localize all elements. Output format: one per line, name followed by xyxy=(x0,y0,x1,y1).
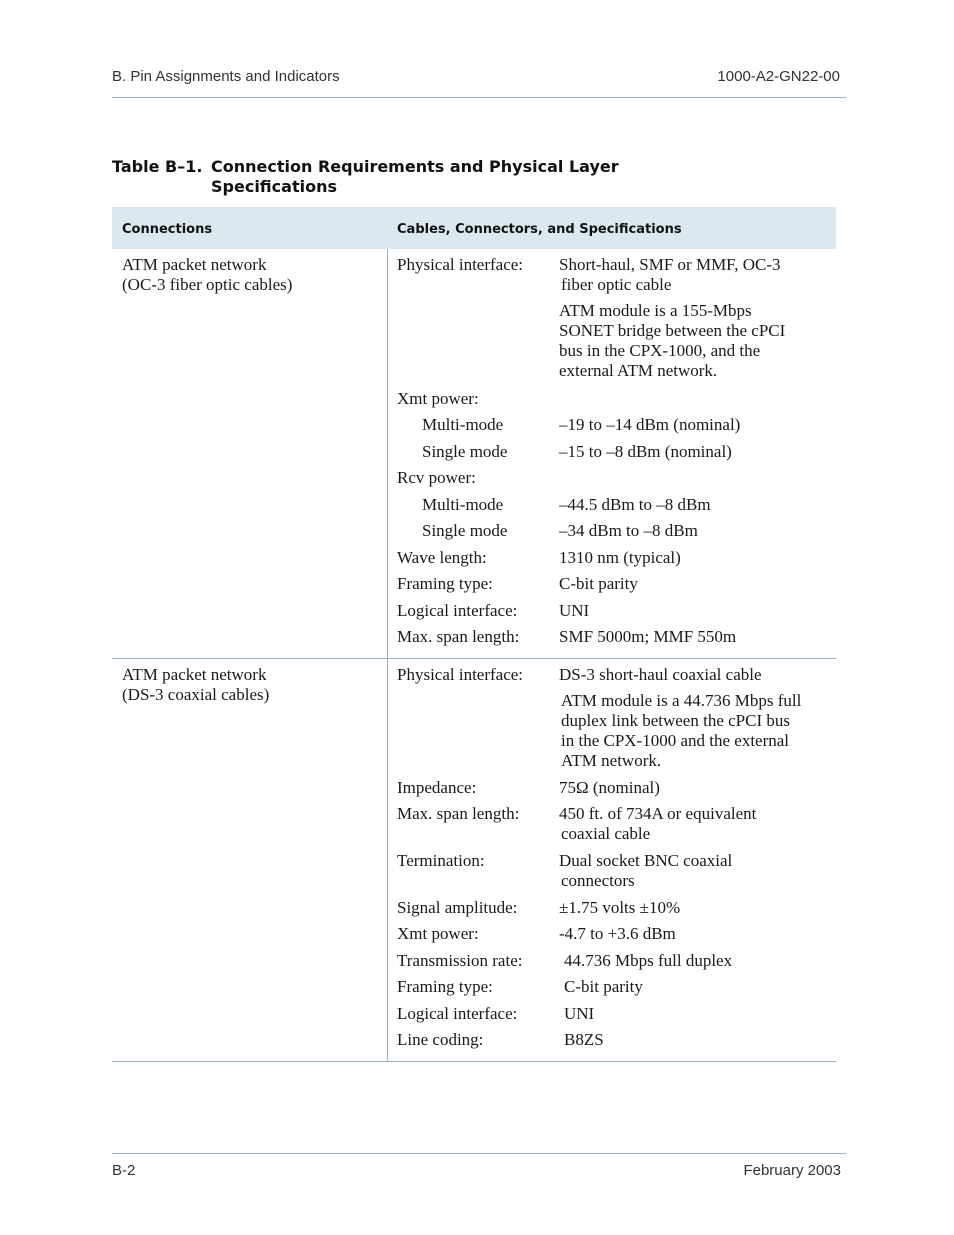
spec-value: –34 dBm to –8 dBm xyxy=(559,521,698,540)
spec-label: Max. span length: xyxy=(397,627,520,646)
spec-sublabel: Multi-mode xyxy=(422,415,504,434)
spec-label: Framing type: xyxy=(397,574,493,593)
spec-sublabel: Multi-mode xyxy=(422,495,504,514)
spec-label: Physical interface: xyxy=(397,665,524,684)
running-header xyxy=(112,67,846,98)
spec-sublabel: Single mode xyxy=(422,442,508,461)
running-footer xyxy=(112,1153,846,1179)
spec-value: –15 to –8 dBm (nominal) xyxy=(559,442,732,461)
spec-label: Xmt power: xyxy=(397,924,479,943)
spec-label: Line coding: xyxy=(397,1030,484,1049)
table-number: Table B–1. xyxy=(112,157,203,176)
table-row xyxy=(112,659,836,1062)
spec-value: UNI xyxy=(559,601,590,620)
spec-note: ATM module is a 155-Mbps xyxy=(559,301,752,320)
spec-value: 44.736 Mbps full duplex xyxy=(564,951,733,970)
header-doc-number: 1000-A2-GN22-00 xyxy=(717,68,840,85)
spec-table xyxy=(112,207,836,1062)
connection-cell xyxy=(122,665,362,705)
spec-label: Impedance: xyxy=(397,778,477,797)
spec-label: Logical interface: xyxy=(397,1004,518,1023)
spec-label: Physical interface: xyxy=(397,255,524,274)
table-title: Connection Requirements and Physical Layer Specifications xyxy=(211,157,619,196)
spec-note: SONET bridge between the cPCI xyxy=(559,321,786,340)
spec-sublabel: Single mode xyxy=(422,521,508,540)
spec-value: connectors xyxy=(561,871,635,890)
spec-note: external ATM network. xyxy=(559,361,718,380)
spec-value: -4.7 to +3.6 dBm xyxy=(559,924,676,943)
connection-name: ATM packet network xyxy=(122,255,267,274)
spec-label: Rcv power: xyxy=(397,468,476,487)
spec-value: ±1.75 volts ±10% xyxy=(559,898,681,917)
spec-value: –44.5 dBm to –8 dBm xyxy=(559,495,711,514)
spec-note: ATM module is a 44.736 Mbps full xyxy=(561,691,802,710)
spec-note: ATM network. xyxy=(561,751,662,770)
spec-value: B8ZS xyxy=(564,1030,604,1049)
spec-value: 1310 nm (typical) xyxy=(559,548,681,567)
spec-value: Dual socket BNC coaxial xyxy=(559,851,733,870)
table-header-row xyxy=(112,207,836,249)
spec-value: coaxial cable xyxy=(561,824,651,843)
spec-label: Max. span length: xyxy=(397,804,520,823)
page-number: B-2 xyxy=(112,1162,136,1179)
column-header-connections: Connections xyxy=(122,222,213,237)
publication-date: February 2003 xyxy=(743,1162,841,1179)
spec-value: fiber optic cable xyxy=(561,275,672,294)
spec-note: bus in the CPX-1000, and the xyxy=(559,341,761,360)
spec-value: Short-haul, SMF or MMF, OC-3 xyxy=(559,255,781,274)
spec-note: in the CPX-1000 and the external xyxy=(561,731,790,750)
header-section-title: B. Pin Assignments and Indicators xyxy=(112,68,340,85)
spec-value: C-bit parity xyxy=(564,977,643,996)
spec-label: Transmission rate: xyxy=(397,951,523,970)
column-header-specs: Cables, Connectors, and Specifications xyxy=(397,222,682,237)
spec-label: Signal amplitude: xyxy=(397,898,518,917)
connection-name: ATM packet network xyxy=(122,665,267,684)
spec-value: 75Ω (nominal) xyxy=(559,778,660,797)
connection-detail: (OC-3 fiber optic cables) xyxy=(122,275,293,294)
spec-label: Wave length: xyxy=(397,548,487,567)
spec-value: C-bit parity xyxy=(559,574,638,593)
spec-value: –19 to –14 dBm (nominal) xyxy=(559,415,741,434)
spec-value: DS-3 short-haul coaxial cable xyxy=(559,665,762,684)
spec-label: Framing type: xyxy=(397,977,493,996)
spec-label: Xmt power: xyxy=(397,389,479,408)
spec-note: duplex link between the cPCI bus xyxy=(561,711,790,730)
connection-cell xyxy=(122,255,362,295)
spec-value: 450 ft. of 734A or equivalent xyxy=(559,804,757,823)
spec-label: Termination: xyxy=(397,851,485,870)
connection-detail: (DS-3 coaxial cables) xyxy=(122,685,270,704)
spec-label: Logical interface: xyxy=(397,601,518,620)
spec-value: UNI xyxy=(564,1004,595,1023)
table-row xyxy=(112,249,836,659)
spec-value: SMF 5000m; MMF 550m xyxy=(559,627,737,646)
